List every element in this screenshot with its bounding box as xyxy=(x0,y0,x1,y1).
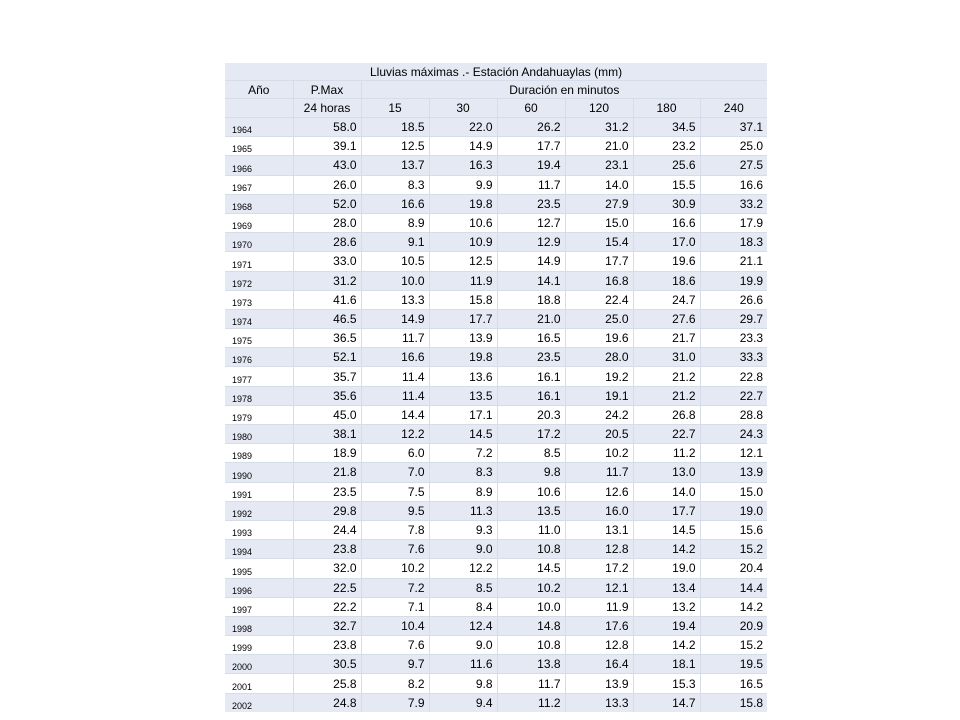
cell-pmax-24h: 23.8 xyxy=(293,636,361,655)
cell-min-60: 17.2 xyxy=(497,425,565,444)
cell-year: 1995 xyxy=(225,559,293,578)
cell-min-15: 12.2 xyxy=(361,425,429,444)
cell-pmax-24h: 21.8 xyxy=(293,463,361,482)
table-row xyxy=(225,425,767,444)
cell-pmax-24h: 22.5 xyxy=(293,578,361,597)
cell-pmax-24h: 24.8 xyxy=(293,693,361,712)
cell-min-15: 18.5 xyxy=(361,118,429,137)
cell-min-15: 10.2 xyxy=(361,559,429,578)
table-row xyxy=(225,597,767,616)
cell-min-30: 9.0 xyxy=(429,636,497,655)
cell-pmax-24h: 41.6 xyxy=(293,290,361,309)
cell-min-60: 11.7 xyxy=(497,674,565,693)
cell-min-120: 14.0 xyxy=(565,175,633,194)
cell-min-240: 14.2 xyxy=(700,597,767,616)
cell-min-240: 29.7 xyxy=(700,309,767,328)
cell-pmax-24h: 38.1 xyxy=(293,425,361,444)
cell-min-30: 9.3 xyxy=(429,520,497,539)
cell-min-120: 19.2 xyxy=(565,367,633,386)
cell-min-240: 16.5 xyxy=(700,674,767,693)
cell-min-60: 14.1 xyxy=(497,271,565,290)
cell-min-60: 10.8 xyxy=(497,540,565,559)
cell-min-180: 21.2 xyxy=(633,386,700,405)
cell-min-15: 10.5 xyxy=(361,252,429,271)
cell-year: 1980 xyxy=(225,425,293,444)
cell-min-120: 25.0 xyxy=(565,309,633,328)
cell-min-15: 9.5 xyxy=(361,501,429,520)
cell-min-30: 11.9 xyxy=(429,271,497,290)
cell-year: 1997 xyxy=(225,597,293,616)
cell-year: 1978 xyxy=(225,386,293,405)
cell-min-60: 13.8 xyxy=(497,655,565,674)
cell-pmax-24h: 36.5 xyxy=(293,329,361,348)
cell-min-180: 21.2 xyxy=(633,367,700,386)
cell-year: 2002 xyxy=(225,693,293,712)
cell-min-15: 9.1 xyxy=(361,233,429,252)
cell-min-30: 10.9 xyxy=(429,233,497,252)
cell-min-240: 21.1 xyxy=(700,252,767,271)
cell-min-180: 13.2 xyxy=(633,597,700,616)
table-row xyxy=(225,501,767,520)
cell-year: 1994 xyxy=(225,540,293,559)
cell-pmax-24h: 25.8 xyxy=(293,674,361,693)
table-row xyxy=(225,290,767,309)
cell-min-240: 19.5 xyxy=(700,655,767,674)
cell-min-60: 23.5 xyxy=(497,194,565,213)
cell-min-30: 10.6 xyxy=(429,213,497,232)
cell-min-180: 22.7 xyxy=(633,425,700,444)
cell-year: 1991 xyxy=(225,482,293,501)
table-row xyxy=(225,540,767,559)
cell-pmax-24h: 32.7 xyxy=(293,616,361,635)
cell-min-30: 7.2 xyxy=(429,444,497,463)
cell-min-240: 28.8 xyxy=(700,405,767,424)
cell-min-120: 10.2 xyxy=(565,444,633,463)
cell-min-30: 9.8 xyxy=(429,674,497,693)
cell-min-240: 15.0 xyxy=(700,482,767,501)
cell-min-15: 7.9 xyxy=(361,693,429,712)
cell-min-180: 14.7 xyxy=(633,693,700,712)
cell-pmax-24h: 45.0 xyxy=(293,405,361,424)
subheader-duration-15: 15 xyxy=(361,99,429,118)
cell-min-15: 13.7 xyxy=(361,156,429,175)
subheader-duration-30: 30 xyxy=(429,99,497,118)
cell-year: 1964 xyxy=(225,118,293,137)
table-row xyxy=(225,156,767,175)
cell-min-60: 10.2 xyxy=(497,578,565,597)
cell-year: 1969 xyxy=(225,213,293,232)
cell-year: 1968 xyxy=(225,194,293,213)
cell-pmax-24h: 58.0 xyxy=(293,118,361,137)
rainfall-table xyxy=(225,63,767,712)
cell-min-120: 13.3 xyxy=(565,693,633,712)
cell-min-180: 16.6 xyxy=(633,213,700,232)
cell-min-120: 16.0 xyxy=(565,501,633,520)
table-row xyxy=(225,520,767,539)
header-duracion: Duración en minutos xyxy=(361,81,767,99)
cell-min-180: 13.4 xyxy=(633,578,700,597)
cell-pmax-24h: 24.4 xyxy=(293,520,361,539)
cell-min-15: 11.4 xyxy=(361,367,429,386)
cell-year: 2000 xyxy=(225,655,293,674)
cell-min-240: 26.6 xyxy=(700,290,767,309)
cell-year: 1967 xyxy=(225,175,293,194)
cell-min-15: 10.0 xyxy=(361,271,429,290)
cell-pmax-24h: 35.6 xyxy=(293,386,361,405)
cell-min-60: 16.1 xyxy=(497,386,565,405)
header-pmax: P.Max xyxy=(293,81,361,99)
cell-min-60: 10.6 xyxy=(497,482,565,501)
cell-year: 2001 xyxy=(225,674,293,693)
cell-year: 1977 xyxy=(225,367,293,386)
cell-min-120: 19.1 xyxy=(565,386,633,405)
cell-min-180: 15.3 xyxy=(633,674,700,693)
cell-min-120: 15.4 xyxy=(565,233,633,252)
cell-min-120: 12.6 xyxy=(565,482,633,501)
cell-min-180: 13.0 xyxy=(633,463,700,482)
cell-min-15: 11.4 xyxy=(361,386,429,405)
table-row xyxy=(225,386,767,405)
cell-min-15: 9.7 xyxy=(361,655,429,674)
cell-min-180: 26.8 xyxy=(633,405,700,424)
cell-min-240: 33.2 xyxy=(700,194,767,213)
cell-min-120: 17.6 xyxy=(565,616,633,635)
subheader-24-horas: 24 horas xyxy=(293,99,361,118)
cell-min-30: 19.8 xyxy=(429,194,497,213)
table-row xyxy=(225,405,767,424)
rainfall-table-container xyxy=(225,63,767,712)
cell-min-15: 7.2 xyxy=(361,578,429,597)
cell-min-60: 9.8 xyxy=(497,463,565,482)
cell-min-60: 20.3 xyxy=(497,405,565,424)
cell-min-30: 16.3 xyxy=(429,156,497,175)
table-row xyxy=(225,616,767,635)
cell-min-15: 8.9 xyxy=(361,213,429,232)
table-row xyxy=(225,367,767,386)
cell-min-60: 23.5 xyxy=(497,348,565,367)
table-row xyxy=(225,309,767,328)
cell-min-240: 17.9 xyxy=(700,213,767,232)
cell-min-120: 23.1 xyxy=(565,156,633,175)
cell-min-120: 16.4 xyxy=(565,655,633,674)
cell-min-180: 21.7 xyxy=(633,329,700,348)
cell-year: 1965 xyxy=(225,137,293,156)
cell-min-15: 16.6 xyxy=(361,348,429,367)
cell-min-15: 7.0 xyxy=(361,463,429,482)
cell-min-240: 19.0 xyxy=(700,501,767,520)
cell-min-180: 15.5 xyxy=(633,175,700,194)
cell-min-15: 8.2 xyxy=(361,674,429,693)
cell-min-15: 14.9 xyxy=(361,309,429,328)
cell-min-120: 12.8 xyxy=(565,636,633,655)
table-row xyxy=(225,118,767,137)
cell-year: 1974 xyxy=(225,309,293,328)
cell-min-15: 7.1 xyxy=(361,597,429,616)
cell-min-15: 7.8 xyxy=(361,520,429,539)
cell-min-15: 7.5 xyxy=(361,482,429,501)
cell-year: 1976 xyxy=(225,348,293,367)
table-row xyxy=(225,213,767,232)
cell-min-60: 17.7 xyxy=(497,137,565,156)
cell-year: 1989 xyxy=(225,444,293,463)
header-row xyxy=(225,81,767,99)
cell-min-180: 11.2 xyxy=(633,444,700,463)
cell-year: 1993 xyxy=(225,520,293,539)
subheader-duration-180: 180 xyxy=(633,99,700,118)
table-row xyxy=(225,559,767,578)
cell-min-240: 22.8 xyxy=(700,367,767,386)
cell-pmax-24h: 39.1 xyxy=(293,137,361,156)
subheader-row xyxy=(225,99,767,118)
cell-min-60: 12.9 xyxy=(497,233,565,252)
cell-min-60: 11.2 xyxy=(497,693,565,712)
table-row xyxy=(225,233,767,252)
cell-year: 1996 xyxy=(225,578,293,597)
cell-year: 1966 xyxy=(225,156,293,175)
cell-min-60: 14.5 xyxy=(497,559,565,578)
cell-min-60: 11.0 xyxy=(497,520,565,539)
cell-min-60: 10.0 xyxy=(497,597,565,616)
cell-min-120: 21.0 xyxy=(565,137,633,156)
cell-min-60: 12.7 xyxy=(497,213,565,232)
cell-min-30: 8.5 xyxy=(429,578,497,597)
cell-min-240: 19.9 xyxy=(700,271,767,290)
cell-min-30: 19.8 xyxy=(429,348,497,367)
cell-min-120: 12.1 xyxy=(565,578,633,597)
cell-min-60: 14.9 xyxy=(497,252,565,271)
cell-min-30: 12.2 xyxy=(429,559,497,578)
table-title: Lluvias máximas .- Estación Andahuaylas (mm) xyxy=(225,63,767,81)
cell-min-120: 24.2 xyxy=(565,405,633,424)
cell-min-180: 19.6 xyxy=(633,252,700,271)
subheader-empty xyxy=(225,99,293,118)
cell-min-240: 23.3 xyxy=(700,329,767,348)
cell-pmax-24h: 52.0 xyxy=(293,194,361,213)
cell-min-240: 20.4 xyxy=(700,559,767,578)
table-row xyxy=(225,655,767,674)
cell-min-30: 9.9 xyxy=(429,175,497,194)
cell-min-15: 12.5 xyxy=(361,137,429,156)
cell-min-15: 10.4 xyxy=(361,616,429,635)
cell-min-15: 13.3 xyxy=(361,290,429,309)
cell-min-240: 13.9 xyxy=(700,463,767,482)
cell-min-120: 11.7 xyxy=(565,463,633,482)
cell-min-240: 24.3 xyxy=(700,425,767,444)
table-row xyxy=(225,348,767,367)
cell-min-180: 23.2 xyxy=(633,137,700,156)
cell-min-30: 14.5 xyxy=(429,425,497,444)
cell-min-240: 15.6 xyxy=(700,520,767,539)
cell-min-60: 11.7 xyxy=(497,175,565,194)
cell-min-120: 16.8 xyxy=(565,271,633,290)
cell-pmax-24h: 28.6 xyxy=(293,233,361,252)
cell-min-180: 17.7 xyxy=(633,501,700,520)
cell-min-240: 33.3 xyxy=(700,348,767,367)
cell-min-60: 14.8 xyxy=(497,616,565,635)
cell-min-30: 13.9 xyxy=(429,329,497,348)
cell-min-120: 20.5 xyxy=(565,425,633,444)
table-row xyxy=(225,137,767,156)
cell-pmax-24h: 33.0 xyxy=(293,252,361,271)
cell-min-60: 16.1 xyxy=(497,367,565,386)
cell-year: 1999 xyxy=(225,636,293,655)
table-row xyxy=(225,252,767,271)
cell-min-60: 19.4 xyxy=(497,156,565,175)
cell-min-180: 18.1 xyxy=(633,655,700,674)
table-row xyxy=(225,444,767,463)
cell-year: 1970 xyxy=(225,233,293,252)
cell-min-60: 13.5 xyxy=(497,501,565,520)
table-row xyxy=(225,271,767,290)
cell-min-180: 27.6 xyxy=(633,309,700,328)
cell-pmax-24h: 28.0 xyxy=(293,213,361,232)
cell-min-60: 21.0 xyxy=(497,309,565,328)
cell-min-120: 17.7 xyxy=(565,252,633,271)
cell-pmax-24h: 29.8 xyxy=(293,501,361,520)
cell-min-120: 11.9 xyxy=(565,597,633,616)
cell-min-180: 24.7 xyxy=(633,290,700,309)
cell-pmax-24h: 32.0 xyxy=(293,559,361,578)
table-row xyxy=(225,463,767,482)
subheader-duration-120: 120 xyxy=(565,99,633,118)
table-row xyxy=(225,329,767,348)
cell-min-180: 17.0 xyxy=(633,233,700,252)
cell-min-15: 6.0 xyxy=(361,444,429,463)
cell-min-240: 15.8 xyxy=(700,693,767,712)
cell-min-30: 13.5 xyxy=(429,386,497,405)
table-row xyxy=(225,194,767,213)
cell-min-60: 16.5 xyxy=(497,329,565,348)
subheader-duration-240: 240 xyxy=(700,99,767,118)
subheader-duration-60: 60 xyxy=(497,99,565,118)
cell-min-30: 15.8 xyxy=(429,290,497,309)
cell-min-120: 17.2 xyxy=(565,559,633,578)
cell-min-30: 22.0 xyxy=(429,118,497,137)
table-row xyxy=(225,674,767,693)
cell-min-180: 19.4 xyxy=(633,616,700,635)
cell-pmax-24h: 23.5 xyxy=(293,482,361,501)
cell-min-60: 26.2 xyxy=(497,118,565,137)
cell-min-15: 16.6 xyxy=(361,194,429,213)
cell-pmax-24h: 30.5 xyxy=(293,655,361,674)
cell-min-240: 37.1 xyxy=(700,118,767,137)
cell-year: 1975 xyxy=(225,329,293,348)
cell-year: 1979 xyxy=(225,405,293,424)
table-row xyxy=(225,578,767,597)
cell-min-180: 25.6 xyxy=(633,156,700,175)
table-title-row xyxy=(225,63,767,81)
cell-pmax-24h: 18.9 xyxy=(293,444,361,463)
cell-min-180: 30.9 xyxy=(633,194,700,213)
cell-min-180: 14.2 xyxy=(633,636,700,655)
cell-year: 1990 xyxy=(225,463,293,482)
cell-min-180: 34.5 xyxy=(633,118,700,137)
cell-min-240: 12.1 xyxy=(700,444,767,463)
cell-min-240: 20.9 xyxy=(700,616,767,635)
cell-year: 1972 xyxy=(225,271,293,290)
cell-min-180: 14.2 xyxy=(633,540,700,559)
cell-min-180: 18.6 xyxy=(633,271,700,290)
cell-min-30: 8.4 xyxy=(429,597,497,616)
cell-min-120: 19.6 xyxy=(565,329,633,348)
cell-min-120: 15.0 xyxy=(565,213,633,232)
cell-min-30: 8.9 xyxy=(429,482,497,501)
cell-min-120: 13.1 xyxy=(565,520,633,539)
cell-min-30: 11.3 xyxy=(429,501,497,520)
table-row xyxy=(225,175,767,194)
cell-min-30: 9.4 xyxy=(429,693,497,712)
cell-min-180: 14.0 xyxy=(633,482,700,501)
cell-min-180: 31.0 xyxy=(633,348,700,367)
cell-min-15: 14.4 xyxy=(361,405,429,424)
cell-min-30: 8.3 xyxy=(429,463,497,482)
cell-year: 1992 xyxy=(225,501,293,520)
table-row xyxy=(225,482,767,501)
cell-min-240: 18.3 xyxy=(700,233,767,252)
cell-min-60: 10.8 xyxy=(497,636,565,655)
cell-min-120: 13.9 xyxy=(565,674,633,693)
cell-min-180: 19.0 xyxy=(633,559,700,578)
cell-pmax-24h: 31.2 xyxy=(293,271,361,290)
cell-year: 1998 xyxy=(225,616,293,635)
cell-pmax-24h: 46.5 xyxy=(293,309,361,328)
cell-min-240: 27.5 xyxy=(700,156,767,175)
cell-min-240: 15.2 xyxy=(700,636,767,655)
cell-min-30: 12.5 xyxy=(429,252,497,271)
cell-year: 1973 xyxy=(225,290,293,309)
table-row xyxy=(225,693,767,712)
cell-min-60: 18.8 xyxy=(497,290,565,309)
cell-min-120: 12.8 xyxy=(565,540,633,559)
cell-pmax-24h: 26.0 xyxy=(293,175,361,194)
cell-min-120: 27.9 xyxy=(565,194,633,213)
cell-min-15: 7.6 xyxy=(361,636,429,655)
cell-min-30: 12.4 xyxy=(429,616,497,635)
cell-pmax-24h: 43.0 xyxy=(293,156,361,175)
cell-min-15: 8.3 xyxy=(361,175,429,194)
cell-min-30: 13.6 xyxy=(429,367,497,386)
cell-pmax-24h: 22.2 xyxy=(293,597,361,616)
cell-min-240: 22.7 xyxy=(700,386,767,405)
cell-min-240: 14.4 xyxy=(700,578,767,597)
cell-min-30: 17.1 xyxy=(429,405,497,424)
table-row xyxy=(225,636,767,655)
header-anio: Año xyxy=(225,81,293,99)
cell-min-30: 14.9 xyxy=(429,137,497,156)
cell-min-15: 11.7 xyxy=(361,329,429,348)
cell-year: 1971 xyxy=(225,252,293,271)
cell-min-240: 15.2 xyxy=(700,540,767,559)
cell-min-120: 22.4 xyxy=(565,290,633,309)
cell-min-120: 31.2 xyxy=(565,118,633,137)
cell-min-120: 28.0 xyxy=(565,348,633,367)
cell-pmax-24h: 35.7 xyxy=(293,367,361,386)
cell-min-240: 25.0 xyxy=(700,137,767,156)
cell-pmax-24h: 23.8 xyxy=(293,540,361,559)
cell-min-180: 14.5 xyxy=(633,520,700,539)
cell-min-15: 7.6 xyxy=(361,540,429,559)
cell-pmax-24h: 52.1 xyxy=(293,348,361,367)
cell-min-240: 16.6 xyxy=(700,175,767,194)
cell-min-60: 8.5 xyxy=(497,444,565,463)
cell-min-30: 9.0 xyxy=(429,540,497,559)
cell-min-30: 11.6 xyxy=(429,655,497,674)
cell-min-30: 17.7 xyxy=(429,309,497,328)
